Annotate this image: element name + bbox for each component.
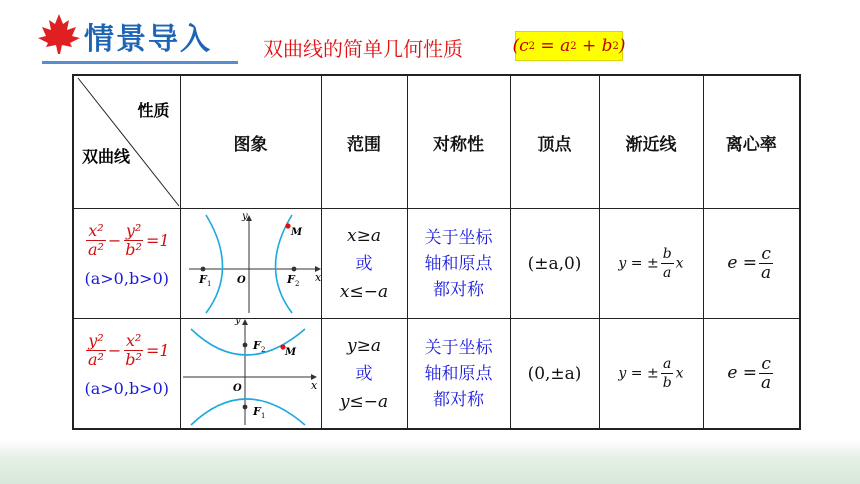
- range-cell: [321, 209, 407, 319]
- range-or: 或: [355, 253, 373, 274]
- symmetry-line-1: 关于坐标: [424, 337, 493, 358]
- table-row: [73, 209, 800, 319]
- asymptote-cell: y = ± $\frac{a}{b}$ x: [599, 319, 703, 430]
- eccentricity-cell: e = $\frac{c}{a}$: [703, 319, 800, 430]
- symmetry-line-2: 轴和原点: [424, 253, 493, 274]
- y-axis-label: y: [234, 319, 241, 326]
- vertex-cell: (±a,0): [510, 209, 599, 319]
- x-axis-label: x: [310, 379, 317, 392]
- corner-diagonal: [74, 76, 181, 208]
- symmetry-line-2: 轴和原点: [424, 363, 493, 384]
- footer-band: [0, 440, 860, 484]
- symmetry-line-1: 关于坐标: [424, 227, 493, 248]
- origin-label: O: [232, 383, 242, 394]
- col-header-asymptote: 渐近线: [599, 75, 703, 209]
- col-header-graph: 图象: [180, 75, 321, 209]
- focus-f1-subscript: 1: [260, 412, 265, 420]
- focus-f1-subscript: 1: [206, 280, 211, 288]
- range-line-2: y≤−a: [339, 391, 389, 412]
- graph-cell: [180, 209, 321, 319]
- col-header-range: 范围: [321, 75, 407, 209]
- focus-f2-label: F: [252, 339, 261, 352]
- table-row: [73, 319, 800, 430]
- col-header-eccentricity: 离心率: [703, 75, 800, 209]
- symmetry-line-3: 都对称: [433, 279, 484, 300]
- maple-leaf-icon: [36, 12, 82, 56]
- corner-label-property: 性质: [137, 101, 170, 120]
- equation-cell: [73, 319, 180, 430]
- equation-cell: [73, 209, 180, 319]
- vertex-cell: (0,±a): [510, 319, 599, 430]
- standard-equation: $\frac{\text{y²}}{\text{a²}}$ − $\frac{\text{x²}}{\text{b²}}$ =1: [87, 330, 170, 369]
- focus-f2-subscript: 2: [294, 280, 299, 288]
- corner-label-hyperbola: 双曲线: [82, 147, 131, 166]
- page-title: 情景导入: [84, 22, 212, 57]
- focus-f2-label: F: [286, 273, 295, 286]
- graph-cell: [180, 319, 321, 430]
- parameter-condition: (a>0,b>0): [84, 378, 170, 398]
- symmetry-cell: [407, 319, 510, 430]
- y-axis-label: y: [241, 211, 248, 222]
- col-header-vertex: 顶点: [510, 75, 599, 209]
- focus-f1-label: F: [252, 405, 261, 418]
- standard-equation: $\frac{\text{x²}}{\text{a²}}$ − $\frac{\text{y²}}{\text{b²}}$ =1: [87, 220, 170, 259]
- table-header-row: [73, 75, 800, 209]
- focus-f2-subscript: 2: [260, 346, 265, 354]
- x-axis-label: x: [314, 271, 321, 284]
- focus-f1-label: F: [198, 273, 207, 286]
- point-m-label: M: [290, 227, 302, 238]
- hyperbola-graph: [181, 209, 321, 318]
- title-underline: [42, 61, 238, 64]
- origin-label: O: [236, 275, 246, 286]
- range-line-1: x≥a: [347, 225, 381, 246]
- lesson-subtitle: 双曲线的简单几何性质: [263, 37, 463, 61]
- col-header-symmetry: 对称性: [407, 75, 510, 209]
- range-line-2: x≤−a: [339, 281, 389, 302]
- eccentricity-cell: e = $\frac{c}{a}$: [703, 209, 800, 319]
- hyperbola-graph: [181, 319, 321, 428]
- asymptote-cell: y = ± $\frac{b}{a}$ x: [599, 209, 703, 319]
- corner-cell: [73, 75, 180, 209]
- point-m-label: M: [284, 347, 296, 358]
- range-cell: [321, 319, 407, 430]
- range-line-1: y≥a: [347, 335, 381, 356]
- hyperbola-properties-table: [72, 74, 801, 430]
- range-or: 或: [355, 363, 373, 384]
- symmetry-line-3: 都对称: [433, 389, 484, 410]
- symmetry-cell: [407, 209, 510, 319]
- relation-formula: ( c 2 = a 2 + b 2 ): [515, 31, 623, 61]
- parameter-condition: (a>0,b>0): [84, 268, 170, 288]
